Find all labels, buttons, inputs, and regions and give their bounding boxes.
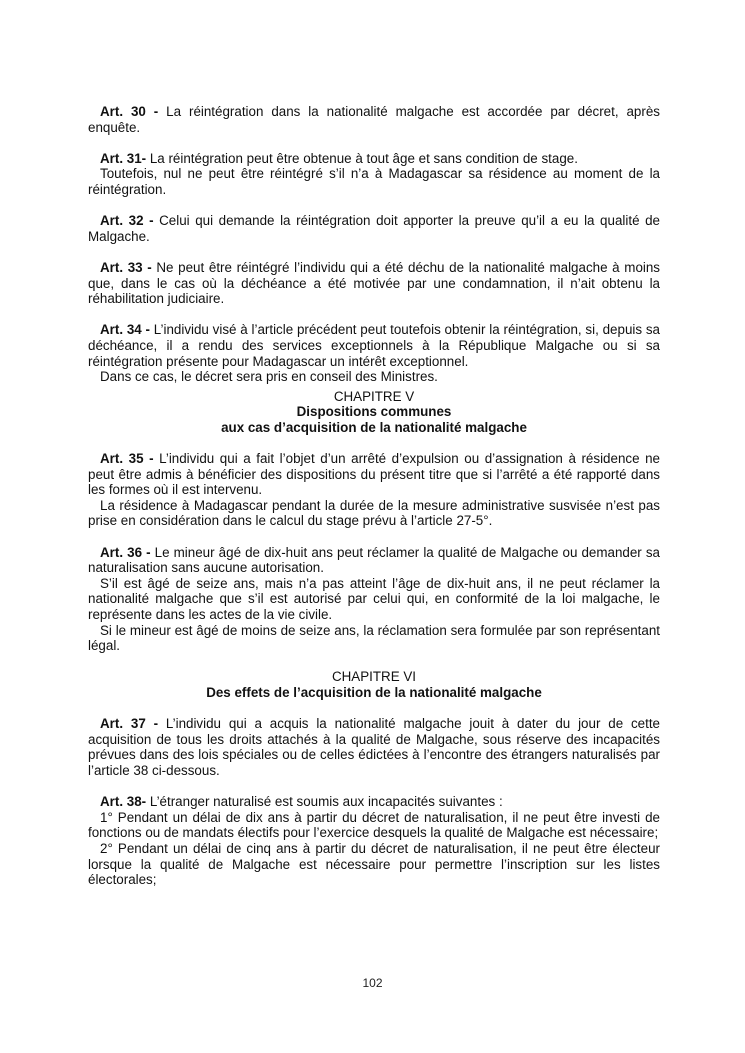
article-label: Art. 34 - bbox=[100, 322, 150, 338]
chapter-number: CHAPITRE VI bbox=[331, 669, 417, 685]
article-36 bbox=[88, 545, 660, 654]
article-label: Art. 30 - bbox=[100, 104, 159, 119]
article-35 bbox=[88, 451, 660, 529]
chapter-number: CHAPITRE V bbox=[333, 388, 415, 404]
article-paragraph: La résidence à Madagascar pendant la durée de la mesure administrative susvisée n’est pas prise en considération dans le calcul du stage prévu à l’article 27-5°. bbox=[88, 497, 660, 529]
document-body bbox=[88, 104, 660, 903]
article-text: La réintégration dans la nationalité malgache est accordée par décret, après enquête. bbox=[88, 104, 660, 135]
article-paragraph: Toutefois, nul ne peut être réintégré s’il n’a à Madagascar sa résidence au moment de la réintégration. bbox=[88, 166, 660, 197]
article-37 bbox=[88, 716, 660, 778]
chapter-title: Dispositions communes bbox=[296, 404, 452, 420]
article-text: L’individu visé à l’article précédent peut toutefois obtenir la réintégration, si, depuis sa déchéance, il a rendu des services exceptionnels à la République Malgache ou si sa réintégration présente pour Madagascar un intérêt exceptionnel. bbox=[88, 322, 660, 369]
article-33 bbox=[88, 260, 660, 307]
chapter-5-heading bbox=[88, 389, 660, 436]
article-text: Le mineur âgé de dix-huit ans peut réclamer la qualité de Malgache ou demander sa naturalisation sans aucune autorisation. bbox=[88, 544, 660, 576]
article-label: Art. 35 - bbox=[100, 451, 154, 467]
article-paragraph: 2° Pendant un délai de cinq ans à partir du décret de naturalisation, il ne peut être électeur lorsque la qualité de Malgache est nécessaire pour permettre l’inscription sur les listes électorales; bbox=[88, 840, 660, 888]
article-34 bbox=[88, 322, 660, 384]
article-32 bbox=[88, 213, 660, 244]
chapter-subtitle: aux cas d’acquisition de la nationalité malgache bbox=[221, 419, 527, 435]
article-label: Art. 31- bbox=[100, 150, 147, 166]
article-label: Art. 32 - bbox=[100, 213, 154, 229]
article-38 bbox=[88, 794, 660, 888]
article-text: Celui qui demande la réintégration doit apporter la preuve qu’il a eu la qualité de Malgache. bbox=[88, 213, 660, 244]
article-text: Ne peut être réintégré l’individu qui a été déchu de la nationalité malgache à moins que, dans le cas où la déchéance a été motivée par une condamnation, il n’ait obtenu la réhabilitation judiciaire. bbox=[88, 259, 661, 307]
article-paragraph: 1° Pendant un délai de dix ans à partir du décret de naturalisation, il ne peut être investi de fonctions ou de mandats électifs pour l’exercice desquels la qualité de Malgache est nécessaire; bbox=[88, 809, 660, 841]
article-text: L’individu qui a acquis la nationalité malgache jouit à dater du jour de cette acquisition de tous les droits attachés à la qualité de Malgache, sous réserve des incapacités prévues dans des lois spéciales ou de celles édictées à l’encontre des étrangers naturalisés par l’article 38 ci-dessous. bbox=[88, 716, 660, 778]
article-text: L’individu qui a fait l’objet d’un arrêté d’expulsion ou d’assignation à résidence ne peut être admis à bénéficier des dispositions du présent titre que si l’arrêté a été rapporté dans les formes où il est intervenu. bbox=[88, 451, 660, 498]
article-31 bbox=[88, 151, 660, 198]
chapter-6-heading bbox=[88, 669, 660, 700]
article-text: La réintégration peut être obtenue à tout âge et sans condition de stage. bbox=[146, 150, 578, 166]
article-paragraph: S’il est âgé de seize ans, mais n’a pas atteint l’âge de dix-huit ans, il ne peut réclamer la nationalité malgache que s’il est autorisé par celui qui, en conformité de la loi malgache, le représente dans les actes de la vie civile. bbox=[88, 575, 660, 622]
article-label: Art. 36 - bbox=[100, 544, 151, 560]
article-label: Art. 37 - bbox=[100, 716, 159, 732]
article-label: Art. 33 - bbox=[100, 259, 152, 275]
article-label: Art. 38- bbox=[100, 794, 147, 810]
page-number: 102 bbox=[362, 976, 383, 990]
article-text: L’étranger naturalisé est soumis aux incapacités suivantes : bbox=[146, 794, 503, 810]
article-30 bbox=[88, 104, 660, 135]
chapter-title: Des effets de l’acquisition de la nationalité malgache bbox=[206, 684, 542, 700]
article-paragraph: Si le mineur est âgé de moins de seize ans, la réclamation sera formulée par son représentant légal. bbox=[88, 622, 660, 654]
article-paragraph: Dans ce cas, le décret sera pris en conseil des Ministres. bbox=[100, 369, 438, 385]
